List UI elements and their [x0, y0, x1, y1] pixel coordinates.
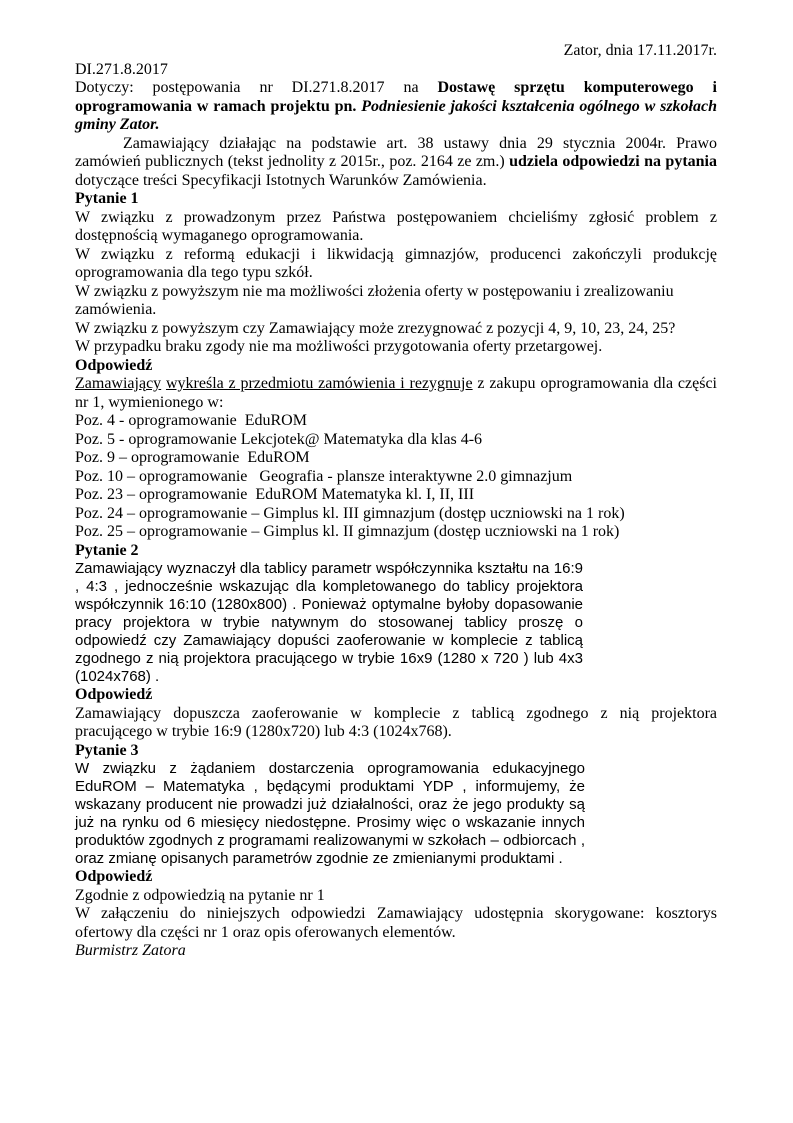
subject-bold: Dostawę sprzętu komputerowego i oprogramowania w ramach projektu pn.: [75, 79, 717, 115]
question-1-heading: Pytanie 1: [75, 190, 139, 207]
subject-prefix: Dotyczy: postępowania nr DI.271.8.2017 na: [75, 79, 438, 96]
signature: Burmistrz Zatora: [75, 942, 186, 959]
question-3-body: W związku z żądaniem dostarczenia oprogramowania edukacyjnego EduROM – Matematyka , będącymi produktami YDP , informujemy, że wskazany producent nie prowadzi już działalności, oraz że jego produkty są już na rynku od 6 miesięcy niedostępne. Prosimy więc o wskazanie innych produktów zgodnych z programami realizowanymi w szkołach – odbiorcach , oraz zmianę opisanych parametrów zgodnie ze zmienianymi produktami .: [75, 760, 585, 867]
answer-1-item: Poz. 23 – oprogramowanie EduROM Matematyka kl. I, II, III: [75, 486, 475, 503]
answer-1-underlined-word: Zamawiający: [75, 375, 162, 392]
answer-1-heading: Odpowiedź: [75, 356, 153, 374]
date-line: Zator, dnia 17.11.2017r.: [563, 42, 717, 59]
question-1-paragraph: W związku z reformą edukacji i likwidacją gimnazjów, producenci zakończyli produkcję oprogramowania dla tego typu szkół.: [75, 245, 717, 281]
answer-1-item: Poz. 25 – oprogramowanie – Gimplus kl. II gimnazjum (dostęp uczniowski na 1 rok): [75, 523, 620, 540]
answer-3-heading: Odpowiedź: [75, 868, 153, 885]
answer-1-rest: z zakupu oprogramowania dla części nr 1, wymienionego w:: [75, 375, 717, 411]
answer-2-heading: Odpowiedź: [75, 686, 153, 703]
answer-1-item: Poz. 5 - oprogramowanie Lekcjotek@ Matematyka dla klas 4-6: [75, 430, 483, 448]
question-2-heading: Pytanie 2: [75, 541, 139, 559]
intro-paragraph: [75, 135, 717, 191]
question-3-heading: Pytanie 3: [75, 741, 139, 759]
intro-bold: udziela odpowiedzi na pytania: [509, 153, 717, 170]
answer-1-item: Poz. 4 - oprogramowanie EduROM: [75, 412, 307, 429]
attachment-note: W załączeniu do niniejszych odpowiedzi Zamawiający udostępnia skorygowane: kosztorys ofertowy dla części nr 1 oraz opis oferowanych elementów.: [75, 905, 717, 941]
answer-1-item: Poz. 9 – oprogramowanie EduROM: [75, 449, 310, 466]
question-2-body: Zamawiający wyznaczył dla tablicy parametr współczynnika kształtu na 16:9 , 4:3 , jednocześnie wskazując dla kompletowanego do tablicy projektora współczynnik 16:10 (1280x800) . Ponieważ optymalne byłoby dopasowanie pracy projektora w trybie natywnym do stosowanej tablicy proszę o odpowiedź czy Zamawiający dopuści zaoferowanie w komplecie z tablicą zgodnego z nią projektora pracującego w trybie 16x9 (1280 x 720 ) lub 4x3 (1024x768) .: [75, 560, 583, 685]
question-1-paragraph: W związku z prowadzonym przez Państwa postępowaniem chcieliśmy zgłosić problem z dostępnością wymaganego oprogramowania.: [75, 208, 717, 244]
answer-1-underlined-phrase: wykreśla z przedmiotu zamówienia i rezygnuje: [165, 375, 473, 392]
question-1-paragraph: W związku z powyższym nie ma możliwości złożenia oferty w postępowaniu i zrealizowaniu zamówienia.: [75, 282, 674, 318]
answer-3-body: Zgodnie z odpowiedzią na pytanie nr 1: [75, 886, 325, 904]
question-1-paragraph: W związku z powyższym czy Zamawiający może zrezygnować z pozycji 4, 9, 10, 23, 24, 25?: [75, 319, 676, 337]
subject-project-title: Podniesienie jakości kształcenia ogólnego w szkołach gminy Zator.: [75, 97, 718, 133]
question-1-paragraph: W przypadku braku zgody nie ma możliwości przygotowania oferty przetargowej.: [75, 338, 603, 355]
answer-1-item: Poz. 10 – oprogramowanie Geografia - plansze interaktywne 2.0 gimnazjum: [75, 467, 573, 485]
intro-part2: dotyczące treści Specyfikacji Istotnych Warunków Zamówienia.: [75, 171, 487, 189]
answer-2-body: Zamawiający dopuszcza zaoferowanie w komplecie z tablicą zgodnego z nią projektora pracującego w trybie 16:9 (1280x720) lub 4:3 (1024x768).: [75, 704, 717, 740]
answer-1-item: Poz. 24 – oprogramowanie – Gimplus kl. III gimnazjum (dostęp uczniowski na 1 rok): [75, 504, 625, 522]
intro-part1: Zamawiający działając na podstawie art. 38 ustawy dnia 29 stycznia 2004r. Prawo zamówień publicznych (tekst jednolity z 2015r., poz. 2164 ze zm.): [75, 134, 717, 170]
answer-1-intro: [75, 375, 717, 412]
subject-line: [75, 79, 717, 135]
reference-number: DI.271.8.2017: [75, 60, 168, 78]
